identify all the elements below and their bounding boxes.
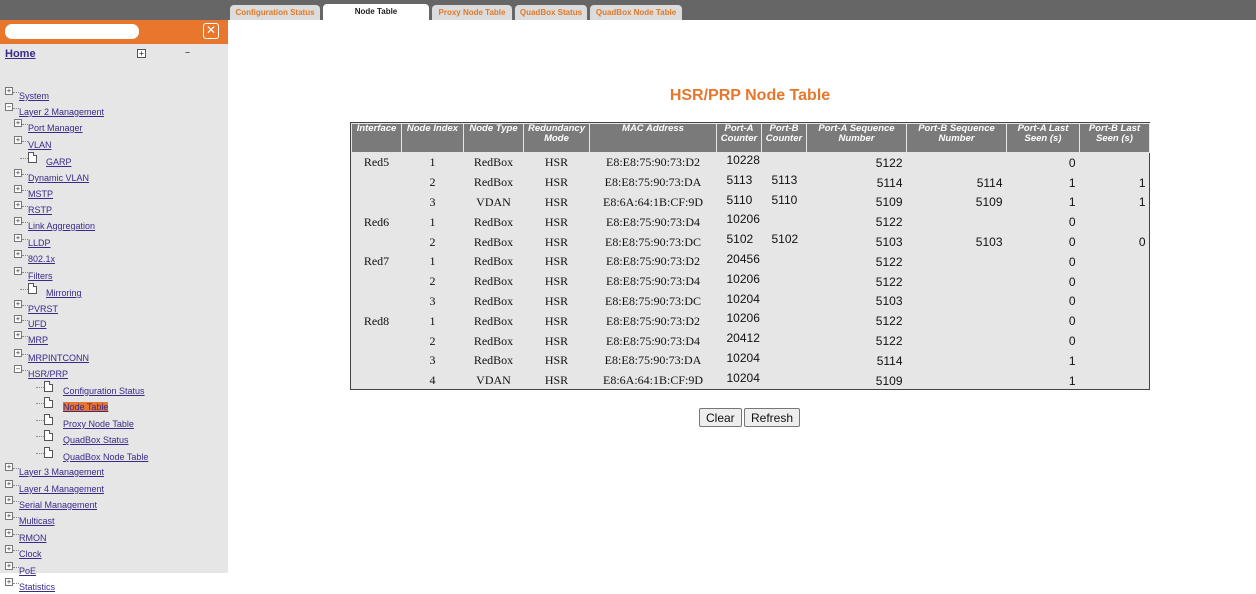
cell-port-b-last-seen (1080, 351, 1150, 371)
expand-icon[interactable]: + (15, 250, 21, 258)
page-icon (28, 152, 37, 163)
cell-port-b-seq (907, 311, 1007, 331)
cell-port-b-last-seen (1080, 292, 1150, 312)
cell-port-a-seq: 5114 (876, 353, 903, 368)
expand-icon[interactable]: + (6, 562, 12, 570)
expand-icon[interactable]: + (15, 349, 21, 357)
sidebar-item-pvrst[interactable] (0, 300, 228, 316)
table-row (352, 212, 1150, 232)
cell-port-a-counter: 10206 (726, 271, 760, 286)
sidebar-item-mstp[interactable] (0, 185, 228, 201)
sidebar-item-label: QuadBox Node Table (63, 452, 149, 462)
tree-connector (36, 436, 44, 438)
sidebar-item-multicast[interactable] (0, 512, 228, 528)
top-tab-bar (0, 0, 1256, 20)
cell-port-b-seq: 5109 (975, 195, 1003, 210)
refresh-button[interactable]: Refresh (744, 408, 800, 427)
cell-port-a-last-seen: 0 (1068, 235, 1076, 250)
tab-proxy-node-table[interactable]: Proxy Node Table (432, 5, 512, 20)
table-header-row (352, 124, 1150, 153)
cell-redundancy-mode: HSR (544, 214, 569, 229)
expand-icon[interactable]: + (6, 578, 12, 586)
cell-mac-address: E8:E8:75:90:73:DA (604, 353, 702, 368)
expand-icon[interactable]: + (6, 529, 12, 537)
table-row (352, 371, 1150, 391)
cell-node-type: RedBox (473, 155, 514, 170)
cell-mac-address: E8:E8:75:90:73:DC (605, 234, 701, 249)
cell-mac-address: E8:E8:75:90:73:DC (605, 293, 701, 308)
expand-icon[interactable]: + (6, 463, 12, 471)
cell-port-b-counter (762, 351, 807, 371)
cell-port-b-seq (907, 331, 1007, 351)
cell-port-a-counter: 10206 (726, 212, 760, 227)
tree-connector (20, 289, 28, 291)
expand-icon[interactable]: + (15, 185, 21, 193)
collapse-all-icon[interactable]: − (185, 48, 190, 57)
sidebar-item-lldp[interactable] (0, 234, 228, 250)
search-input[interactable] (5, 24, 139, 39)
cell-port-b-seq (907, 351, 1007, 371)
cell-port-b-last-seen (1080, 331, 1150, 351)
expand-icon[interactable]: + (15, 169, 21, 177)
sidebar-item-label: QuadBox Status (63, 435, 129, 445)
sidebar-item-label: Layer 2 Management (19, 107, 105, 117)
col-port-b-seq: Port-B Sequence Number (907, 124, 1007, 153)
cell-port-b-counter (762, 153, 807, 173)
col-port-a-last-seen: Port-A Last Seen (s) (1007, 124, 1080, 153)
expand-icon[interactable]: + (15, 315, 21, 323)
cell-port-a-counter: 10204 (726, 370, 760, 385)
sidebar-item-ufd[interactable] (0, 315, 228, 331)
sidebar-search-bar (0, 20, 228, 44)
cell-node-index: 2 (429, 234, 436, 249)
cell-node-type: RedBox (473, 274, 514, 289)
cell-port-a-counter: 10204 (726, 350, 760, 365)
sidebar-item-link-aggregation[interactable] (0, 217, 228, 233)
sidebar-item-label: Port Manager (28, 123, 83, 133)
cell-port-b-counter (762, 331, 807, 351)
sidebar-item-dynamic-vlan[interactable] (0, 169, 228, 185)
expand-icon[interactable]: + (6, 496, 12, 504)
cell-redundancy-mode: HSR (544, 155, 569, 170)
sidebar-item-proxy-node-table[interactable] (0, 415, 228, 431)
cell-port-a-seq: 5122 (875, 314, 903, 329)
cell-port-a-last-seen: 0 (1068, 274, 1076, 289)
cell-port-b-last-seen: 1 (1138, 195, 1146, 210)
sidebar-item-quadbox-status[interactable] (0, 431, 228, 447)
cell-node-index: 3 (429, 194, 436, 209)
expand-icon[interactable]: + (15, 331, 21, 339)
cell-port-a-last-seen: 0 (1068, 334, 1076, 349)
sidebar-item-statistics[interactable] (0, 578, 228, 594)
col-port-b-counter: Port-B Counter (762, 124, 807, 153)
cell-port-b-last-seen (1080, 371, 1150, 391)
sidebar-item-label: Node Table (63, 402, 109, 412)
cell-interface (352, 232, 402, 252)
sidebar-item-clock[interactable] (0, 545, 228, 561)
cell-port-a-counter: 10228 (726, 153, 760, 167)
cell-port-b-seq (907, 212, 1007, 232)
sidebar-item-garp[interactable] (0, 153, 228, 169)
tree-connector (20, 158, 28, 160)
cell-port-b-last-seen (1080, 252, 1150, 272)
sidebar-item-label: UFD (28, 319, 47, 329)
sidebar-item-layer-3-management[interactable] (0, 463, 228, 479)
cell-interface: Red7 (363, 254, 390, 269)
cell-mac-address: E8:E8:75:90:73:D2 (606, 155, 700, 170)
col-node-type: Node Type (464, 124, 524, 153)
cell-port-a-seq: 5109 (875, 373, 903, 388)
cell-port-a-seq: 5109 (875, 195, 903, 210)
clear-button[interactable]: Clear (699, 408, 742, 427)
expand-icon[interactable]: + (6, 545, 12, 553)
table-row (352, 292, 1150, 312)
cell-port-a-last-seen: 1 (1068, 373, 1076, 388)
cell-port-b-seq (907, 272, 1007, 292)
sidebar-item-mirroring[interactable] (0, 284, 228, 300)
sidebar-item-mrp[interactable] (0, 331, 228, 347)
table-row (352, 351, 1150, 371)
sidebar-item-label: Dynamic VLAN (28, 173, 90, 183)
col-port-a-seq: Port-A Sequence Number (807, 124, 907, 153)
cell-port-b-counter: 5102 (771, 232, 799, 247)
cell-node-type: RedBox (473, 293, 514, 308)
sidebar-item-label: System (19, 91, 50, 101)
page-title: HSR/PRP Node Table (669, 87, 831, 104)
cell-redundancy-mode: HSR (544, 353, 569, 368)
sidebar-home-row (0, 44, 228, 65)
cell-node-type: RedBox (473, 353, 514, 368)
sidebar-item-label: RSTP (28, 205, 53, 215)
expand-icon[interactable]: + (6, 512, 12, 520)
cell-redundancy-mode: HSR (544, 234, 569, 249)
sidebar-item-system[interactable] (0, 87, 228, 103)
sidebar-item-label: Proxy Node Table (63, 419, 134, 429)
col-node-index: Node Index (402, 124, 464, 153)
cell-port-b-last-seen: 1 (1138, 175, 1146, 190)
cell-port-a-counter: 5102 (726, 232, 754, 247)
sidebar-item-label: Layer 3 Management (19, 467, 105, 477)
cell-port-a-counter: 10204 (726, 291, 760, 306)
cell-port-b-counter (762, 212, 807, 232)
cell-port-b-seq: 5114 (976, 175, 1003, 190)
cell-port-a-seq: 5114 (876, 175, 903, 190)
cell-port-b-counter (762, 371, 807, 391)
sidebar-item-quadbox-node-table[interactable] (0, 448, 228, 464)
cell-node-type: RedBox (473, 175, 514, 190)
collapse-icon[interactable]: − (15, 365, 21, 373)
cell-node-index: 1 (429, 214, 436, 229)
cell-redundancy-mode: HSR (544, 293, 569, 308)
tab-quadbox-status[interactable]: QuadBox Status (515, 5, 587, 20)
col-redundancy-mode: Redundancy Mode (524, 124, 590, 153)
cell-interface: Red6 (363, 214, 390, 229)
cell-interface: Red5 (363, 155, 390, 170)
cell-node-type: RedBox (473, 313, 514, 328)
page-icon (44, 430, 53, 441)
sidebar-item-label: MRPINTCONN (28, 353, 89, 363)
cell-mac-address: E8:E8:75:90:73:D2 (606, 254, 700, 269)
tab-configuration-status[interactable]: Configuration Status (230, 5, 320, 20)
cell-interface (352, 351, 402, 371)
cell-port-a-last-seen: 0 (1068, 294, 1076, 309)
cell-port-a-seq: 5122 (875, 254, 903, 269)
cell-port-b-counter: 5113 (771, 172, 798, 187)
cell-node-index: 2 (429, 175, 436, 190)
cell-interface: Red8 (363, 313, 390, 328)
sidebar-item-rmon[interactable] (0, 529, 228, 545)
cell-port-b-last-seen (1080, 272, 1150, 292)
cell-redundancy-mode: HSR (544, 175, 569, 190)
col-mac-address: MAC Address (590, 124, 717, 153)
table-row (352, 153, 1150, 173)
cell-port-b-counter: 5110 (771, 192, 798, 207)
cell-port-b-seq: 5103 (975, 235, 1003, 250)
tab-node-table[interactable]: Node Table (323, 4, 429, 20)
cell-node-index: 1 (429, 155, 436, 170)
expand-icon[interactable]: + (15, 119, 21, 127)
cell-port-b-seq (907, 292, 1007, 312)
expand-icon[interactable]: + (15, 300, 21, 308)
cell-redundancy-mode: HSR (544, 373, 569, 388)
sidebar-item-port-manager[interactable] (0, 119, 228, 135)
table-row (352, 232, 1150, 252)
sidebar-item-label: MRP (28, 335, 48, 345)
sidebar-item-label: Mirroring (46, 288, 82, 298)
col-port-b-last-seen: Port-B Last Seen (s) (1080, 124, 1150, 153)
cell-node-index: 1 (429, 313, 436, 328)
table-row (352, 252, 1150, 272)
sidebar-item-label: Layer 4 Management (19, 484, 105, 494)
cell-interface (352, 272, 402, 292)
cell-port-b-counter (762, 311, 807, 331)
sidebar-item-label: VLAN (28, 140, 52, 150)
cell-port-a-last-seen: 0 (1068, 314, 1076, 329)
cell-port-a-seq: 5122 (875, 215, 903, 230)
cell-port-a-seq: 5122 (875, 155, 903, 170)
table-row (352, 173, 1150, 193)
col-port-a-counter: Port-A Counter (717, 124, 762, 153)
cell-port-a-last-seen: 0 (1068, 254, 1076, 269)
cell-node-type: RedBox (473, 333, 514, 348)
expand-icon[interactable]: + (15, 136, 21, 144)
tree-connector (36, 453, 44, 455)
cell-mac-address: E8:E8:75:90:73:D2 (606, 313, 700, 328)
expand-icon[interactable]: + (15, 234, 21, 242)
table-body (352, 153, 1150, 391)
sidebar-item-filters[interactable] (0, 267, 228, 283)
expand-icon[interactable]: + (6, 480, 12, 488)
cell-port-a-last-seen: 1 (1068, 175, 1076, 190)
cell-interface (352, 193, 402, 213)
cell-port-a-last-seen: 0 (1068, 215, 1076, 230)
cell-mac-address: E8:E8:75:90:73:D4 (606, 274, 700, 289)
cell-node-index: 2 (429, 333, 436, 348)
close-icon[interactable]: ✕ (203, 23, 219, 39)
table-row (352, 331, 1150, 351)
cell-node-type: RedBox (473, 234, 514, 249)
sidebar-item-serial-management[interactable] (0, 496, 228, 512)
cell-port-a-last-seen: 0 (1068, 155, 1076, 170)
cell-redundancy-mode: HSR (544, 274, 569, 289)
cell-port-b-seq (907, 252, 1007, 272)
sidebar-item-label: Clock (19, 549, 42, 559)
sidebar-item-node-table[interactable] (0, 398, 228, 414)
cell-port-b-last-seen (1080, 212, 1150, 232)
cell-mac-address: E8:6A:64:1B:CF:9D (602, 373, 703, 388)
cell-mac-address: E8:6A:64:1B:CF:9D (602, 194, 703, 209)
cell-port-a-counter: 5110 (726, 192, 753, 207)
cell-node-type: VDAN (476, 373, 511, 388)
cell-interface (352, 173, 402, 193)
page-icon (28, 283, 37, 294)
cell-port-b-seq (907, 153, 1007, 173)
cell-port-a-last-seen: 1 (1068, 195, 1076, 210)
expand-all-icon[interactable]: + (137, 49, 146, 58)
table-row (352, 272, 1150, 292)
sidebar-item-label: PVRST (28, 304, 59, 314)
sidebar-item-configuration-status[interactable] (0, 382, 228, 398)
cell-port-b-counter (762, 272, 807, 292)
sidebar-item-mrpintconn[interactable] (0, 349, 228, 365)
page-icon (44, 381, 53, 392)
expand-icon[interactable]: + (15, 267, 21, 275)
sidebar-item-vlan[interactable] (0, 136, 228, 152)
cell-port-a-counter: 5113 (726, 172, 753, 187)
cell-interface (352, 331, 402, 351)
cell-port-a-seq: 5122 (875, 274, 903, 289)
cell-node-type: VDAN (476, 194, 511, 209)
sidebar-item-label: RMON (19, 533, 47, 543)
cell-mac-address: E8:E8:75:90:73:D4 (606, 333, 700, 348)
sidebar-item-label: PoE (19, 566, 37, 576)
cell-redundancy-mode: HSR (544, 194, 569, 209)
tab-quadbox-node-table[interactable]: QuadBox Node Table (590, 5, 682, 20)
home-link[interactable]: Home (5, 48, 36, 60)
tree-connector (36, 420, 44, 422)
cell-interface (352, 371, 402, 391)
node-table (350, 122, 1150, 390)
sidebar-item-rstp[interactable] (0, 201, 228, 217)
expand-icon[interactable]: + (15, 201, 21, 209)
sidebar-item-label: 802.1x (28, 254, 56, 264)
cell-port-b-last-seen: 0 (1138, 235, 1146, 250)
sidebar-item-layer-4-management[interactable] (0, 480, 228, 496)
sidebar-item-label: Configuration Status (63, 386, 145, 396)
expand-icon[interactable]: + (15, 217, 21, 225)
cell-redundancy-mode: HSR (544, 333, 569, 348)
cell-port-a-counter: 20412 (726, 331, 760, 346)
expand-icon[interactable]: + (6, 87, 12, 95)
cell-port-b-counter (762, 292, 807, 312)
sidebar-item-label: Filters (28, 271, 53, 281)
sidebar-item-label: Statistics (19, 582, 56, 592)
cell-node-type: RedBox (473, 254, 514, 269)
cell-interface (352, 292, 402, 312)
cell-node-index: 2 (429, 274, 436, 289)
cell-port-b-last-seen (1080, 311, 1150, 331)
sidebar-item-802-1x[interactable] (0, 250, 228, 266)
table-row (352, 311, 1150, 331)
tree-connector (36, 387, 44, 389)
cell-port-a-counter: 20456 (726, 251, 760, 266)
sidebar-item-label: HSR/PRP (28, 369, 69, 379)
cell-port-b-seq (907, 371, 1007, 391)
sidebar-item-hsr-prp[interactable] (0, 365, 228, 381)
cell-redundancy-mode: HSR (544, 254, 569, 269)
cell-redundancy-mode: HSR (544, 313, 569, 328)
collapse-icon[interactable]: − (6, 103, 12, 111)
cell-mac-address: E8:E8:75:90:73:DA (604, 175, 702, 190)
cell-node-index: 3 (429, 293, 436, 308)
cell-node-index: 3 (429, 353, 436, 368)
table-row (352, 193, 1150, 213)
sidebar-item-label: LLDP (28, 238, 51, 248)
sidebar-item-poe[interactable] (0, 562, 228, 578)
cell-port-a-seq: 5103 (875, 294, 903, 309)
col-interface: Interface (352, 124, 402, 153)
page-icon (44, 447, 53, 458)
cell-port-a-seq: 5103 (875, 235, 903, 250)
sidebar-item-layer-2-management[interactable] (0, 103, 228, 119)
cell-port-b-last-seen (1080, 153, 1150, 173)
cell-node-type: RedBox (473, 214, 514, 229)
sidebar-item-label: Serial Management (19, 500, 98, 510)
cell-node-index: 4 (429, 373, 436, 388)
tree-connector (36, 403, 44, 405)
cell-port-a-counter: 10206 (726, 311, 760, 326)
sidebar (0, 20, 228, 592)
sidebar-item-label: GARP (46, 157, 72, 167)
navigation-tree (0, 65, 228, 592)
cell-port-a-last-seen: 1 (1068, 353, 1076, 368)
cell-node-index: 1 (429, 254, 436, 269)
cell-mac-address: E8:E8:75:90:73:D4 (606, 214, 700, 229)
page-icon (44, 397, 53, 408)
page-icon (44, 414, 53, 425)
sidebar-item-label: Link Aggregation (28, 221, 96, 231)
cell-port-a-seq: 5122 (875, 334, 903, 349)
sidebar-item-label: MSTP (28, 189, 54, 199)
sidebar-item-label: Multicast (19, 516, 55, 526)
cell-port-b-counter (762, 252, 807, 272)
